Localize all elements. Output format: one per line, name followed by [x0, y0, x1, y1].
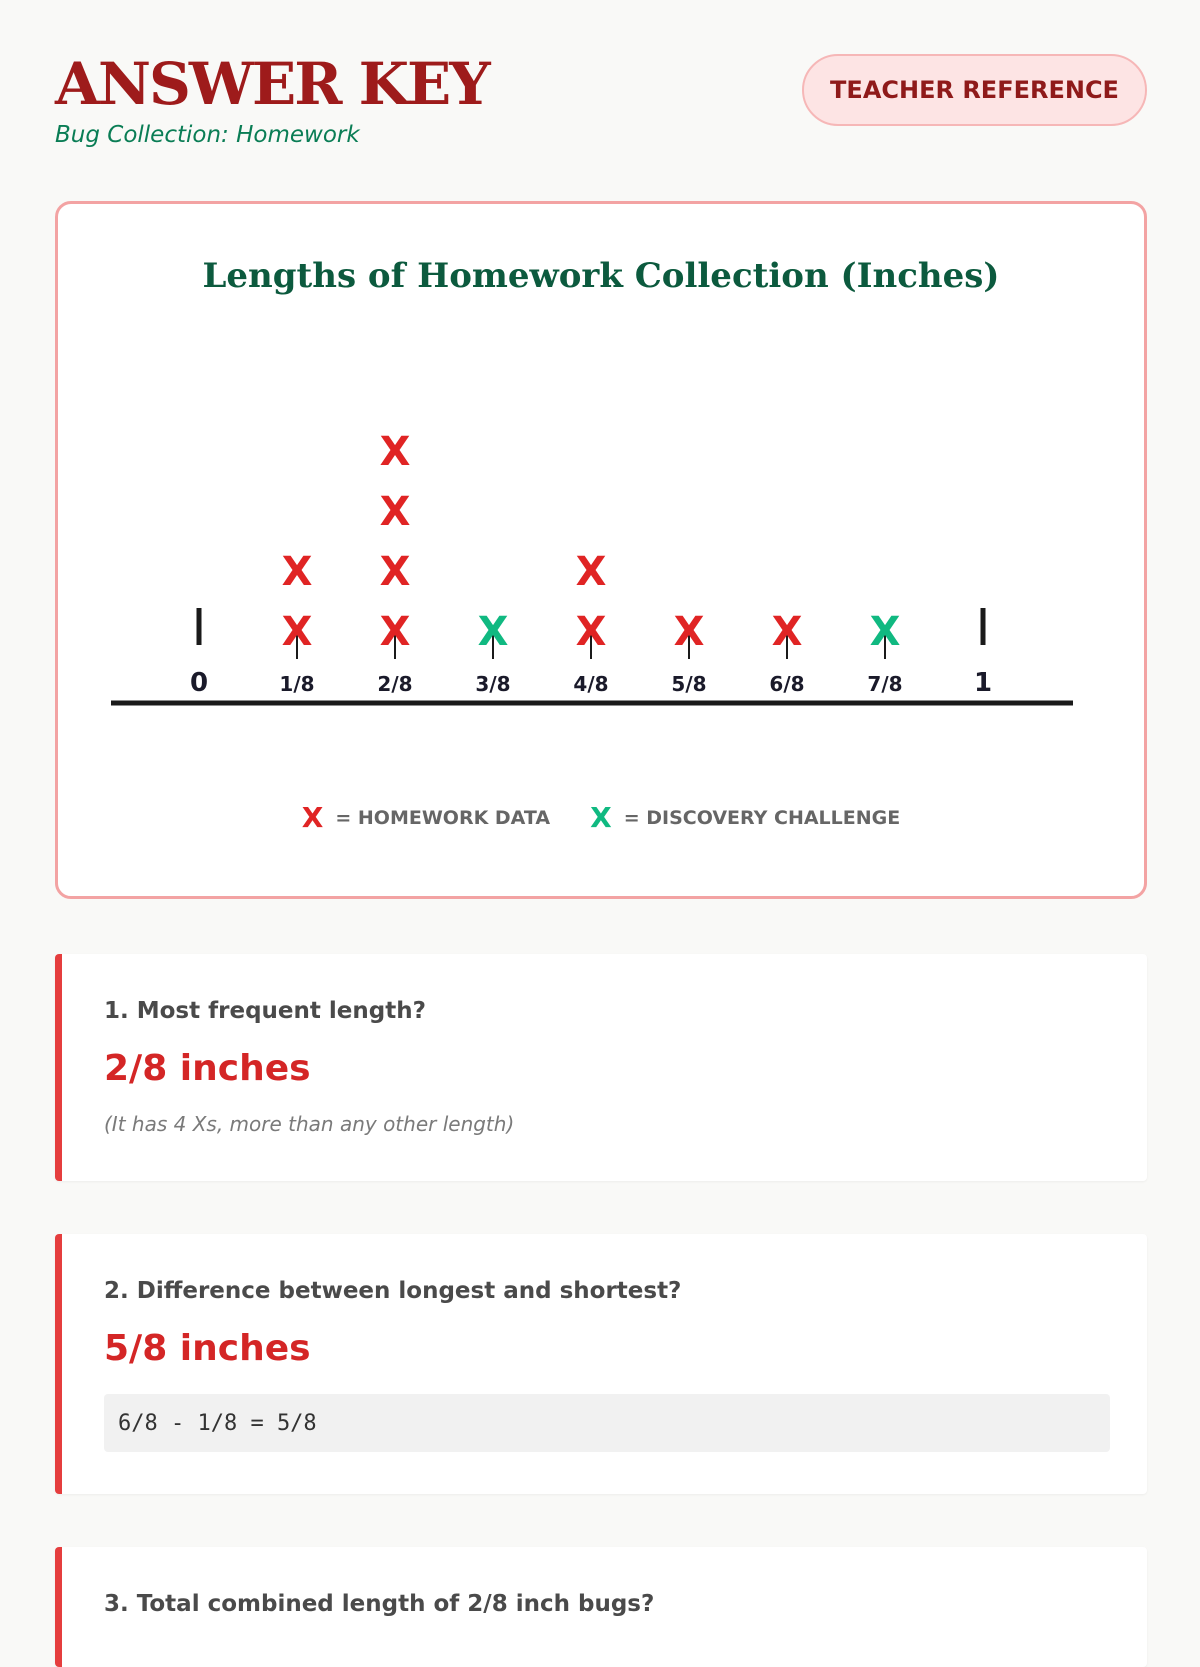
chart-legend	[58, 801, 1144, 834]
question-note: (It has 4 Xs, more than any other length)	[104, 1112, 515, 1136]
question-text: 3. Total combined length of 2/8 inch bugs?	[104, 1591, 655, 1617]
homework-x-icon: X	[301, 801, 324, 834]
page-subtitle: Bug Collection: Homework	[55, 122, 360, 148]
legend-label-homework: = HOMEWORK DATA	[335, 807, 551, 829]
x-mark: X	[477, 609, 509, 655]
question-calculation: 6/8 - 1/8 = 5/8	[104, 1394, 1110, 1452]
question-answer: 2/8 inches	[104, 1048, 311, 1089]
question-answer: 5/8 inches	[104, 1328, 311, 1369]
question-card-3	[55, 1547, 1147, 1667]
tick-label: 7/8	[867, 672, 903, 696]
discovery-x-icon: X	[590, 801, 612, 834]
x-mark: X	[379, 609, 411, 655]
tick-label: 1/8	[279, 672, 315, 696]
x-mark: X	[379, 429, 411, 475]
legend-label-discovery: = DISCOVERY CHALLENGE	[623, 807, 901, 829]
x-mark: X	[379, 489, 411, 535]
x-mark: X	[281, 609, 313, 655]
tick-label: 3/8	[475, 672, 511, 696]
line-plot-chart	[58, 204, 1144, 896]
x-mark: X	[869, 609, 901, 655]
tick-label: 4/8	[573, 672, 609, 696]
tick-label: 5/8	[671, 672, 707, 696]
question-card-1	[55, 954, 1147, 1181]
x-mark: X	[575, 609, 607, 655]
page-title: ANSWER KEY	[55, 50, 489, 118]
x-mark: X	[379, 549, 411, 595]
chart-title: Lengths of Homework Collection (Inches)	[202, 256, 1000, 296]
tick-label: 6/8	[769, 672, 805, 696]
x-mark: X	[771, 609, 803, 655]
chart-card	[55, 201, 1147, 899]
question-text: 2. Difference between longest and shortest?	[104, 1278, 682, 1304]
x-mark: X	[673, 609, 705, 655]
legend-item-homework	[301, 801, 551, 834]
x-mark: X	[281, 549, 313, 595]
legend-item-discovery	[590, 801, 901, 834]
x-mark: X	[575, 549, 607, 595]
teacher-reference-badge: TEACHER REFERENCE	[802, 54, 1147, 126]
tick-label: 0	[189, 668, 209, 698]
header	[55, 52, 1147, 162]
tick-label: 2/8	[377, 672, 413, 696]
question-text: 1. Most frequent length?	[104, 998, 426, 1024]
question-card-2	[55, 1234, 1147, 1494]
tick-label: 1	[973, 668, 993, 698]
